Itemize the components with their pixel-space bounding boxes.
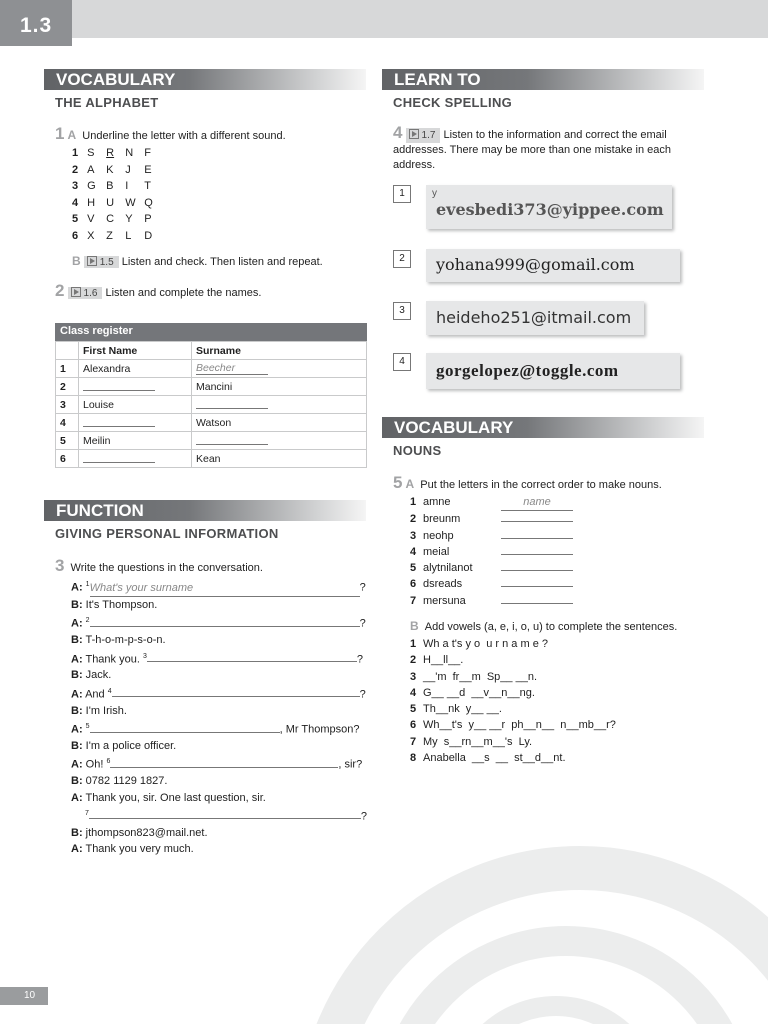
email-card [426,249,680,282]
section-subtitle-check-spelling: CHECK SPELLING [393,95,513,110]
conversation [71,577,371,857]
blank-line[interactable] [90,722,280,733]
section-title-vocabulary-nouns: VOCABULARY [382,417,704,438]
alphabet-row: 4 H U W Q [72,196,153,209]
blank-line[interactable] [112,686,360,697]
class-register-table [55,323,367,468]
email-number: 3 [393,302,411,320]
blank-line[interactable] [147,651,357,662]
sentence-item: 8 Anabella __s __ st__d__nt. [410,752,566,765]
exercise-instruction: Underline the letter with a different sound. [82,130,286,142]
register-header-row: First Name Surname [56,342,367,360]
play-icon [71,287,81,297]
alphabet-rows [72,147,192,246]
blank-line[interactable] [501,576,573,587]
register-row: 2 Mancini [56,378,367,396]
blank-line[interactable] [501,560,573,571]
conversation-line: B: 0782 1129 1827. [71,775,168,788]
blank-line[interactable] [83,416,155,427]
email-address: heideho251@itmail.com [436,308,632,327]
blank-line[interactable] [501,528,573,539]
section-subtitle-alphabet: THE ALPHABET [55,95,159,110]
email-card [426,185,672,229]
blank-line[interactable] [83,380,155,391]
audio-track-button[interactable]: 1.5 [84,256,119,268]
conversation-line: A: Thank you. $^3$ ? [71,652,363,666]
conversation-line: A: $^5$ , Mr Thompson? [71,723,360,736]
sentence-item: 3 __'m fr__m Sp__ __n. [410,670,537,683]
blank-line[interactable] [89,808,361,819]
alphabet-row: 1 S R N F [72,147,151,159]
sentence-item: 2 H__ll__. [410,654,464,667]
underlined-answer: R [106,147,115,159]
blank-line[interactable] [90,616,360,627]
conversation-line: B: I'm a police officer. [71,739,177,752]
alphabet-row: 3 G B I T [72,180,151,192]
register-row: 1 Alexandra Beecher [56,360,367,378]
sentence-item: 7 My s__rn__m__'s Ly. [410,735,533,748]
noun-item: 4 meial [410,544,610,560]
register-row: 5 Meilin [56,432,367,450]
conversation-line: B: jthompson823@mail.net. [71,826,208,839]
section-subtitle-nouns: NOUNS [393,443,442,458]
blank-line[interactable] [501,511,573,522]
exercise-letter: A [67,128,77,142]
exercise-5b-heading: B Add vowels (a, e, i, o, u) to complete the sentences. [410,619,678,633]
conversation-line: B: It's Thompson. [71,598,158,611]
noun-item: 7 mersuna [410,593,610,609]
audio-track-button[interactable]: 1.6 [68,287,103,299]
conversation-line: B: T-h-o-m-p-s-o-n. [71,634,166,647]
register-row: 6 Kean [56,450,367,468]
sentence-item: 1 Wh a t's y o u r n a m e ? [410,638,548,650]
alphabet-row: 5 V C Y P [72,213,152,225]
email-card [426,353,680,389]
section-title-function: FUNCTION [44,500,366,521]
exercise-1a-heading [55,124,286,144]
email-number: 4 [393,353,411,371]
conversation-line: B: Jack. [71,669,112,682]
register-row: 4 Watson [56,414,367,432]
play-icon [87,256,97,266]
blank-line[interactable] [110,757,338,768]
email-number: 1 [393,185,411,203]
sentence-item: 5 Th__nk y__ __. [410,703,502,716]
email-card [426,301,644,335]
email-address: yohana999@gomail.com [436,255,635,274]
sentence-list [410,636,710,766]
register-title: Class register [55,323,367,341]
email-address: gorgelopez@toggle.com [436,361,619,380]
email-number: 2 [393,250,411,268]
sentence-item: 6 Wh__t's y__ __r ph__n__ n__mb__r? [410,719,616,732]
section-title-vocabulary: VOCABULARY [44,69,366,90]
exercise-4-heading: 4 1.7 Listen to the information and correct the email addresses. There may be more than one mistake in each address. [393,123,672,171]
noun-list [410,494,610,609]
blank-line[interactable] [501,593,573,604]
conversation-line: A: Oh! $^6$ , sir? [71,758,363,771]
noun-item: 5 alytnilanot [410,560,610,576]
email-address: evesbedi373@yippee.com [436,200,664,219]
play-icon [409,129,419,139]
blank-line[interactable] [196,398,268,409]
section-title-learn-to: LEARN TO [382,69,704,90]
exercise-2-heading: 2 1.6 Listen and complete the names. [55,281,262,300]
conversation-line: A: $^1$What's your surname ? [71,577,371,597]
noun-item: 1 amne name [410,494,610,511]
noun-item: 2 breunm [410,511,610,527]
noun-item: 6 dsreads [410,576,610,592]
register-row: 3 Louise [56,396,367,414]
exercise-number: 1 [55,124,65,143]
conversation-line: A: Thank you very much. [71,843,194,856]
top-bar [0,0,768,38]
conversation-line: A: And $^4$ ? [71,687,366,701]
section-subtitle-personal-info: GIVING PERSONAL INFORMATION [55,526,279,541]
alphabet-row: 2 A K J E [72,163,152,176]
exercise-3-heading: 3 Write the questions in the conversation. [55,556,263,575]
blank-line[interactable] [501,544,573,555]
blank-line[interactable] [83,452,155,463]
correction-note: y [432,188,437,199]
exercise-5a-heading: 5 A Put the letters in the correct order to make nouns. [393,473,662,492]
conversation-line: $^7$ ? [85,809,368,823]
conversation-line: A: $^2$ ? [71,617,366,630]
conversation-line: B: I'm Irish. [71,704,127,717]
page-number: 10 [0,987,48,1005]
exercise-1b-heading: B 1.5 Listen and check. Then listen and repeat. [72,254,323,268]
alphabet-row: 6 X Z L D [72,229,153,242]
noun-item: 3 neohp [410,528,610,544]
conversation-line: A: Thank you, sir. One last question, sir. [71,791,266,804]
sentence-item: 4 G__ __d __v__n__ng. [410,686,535,699]
unit-label: 1.3 [0,0,72,46]
audio-track-button[interactable]: 1.7 [406,128,441,143]
blank-line[interactable] [196,434,268,445]
